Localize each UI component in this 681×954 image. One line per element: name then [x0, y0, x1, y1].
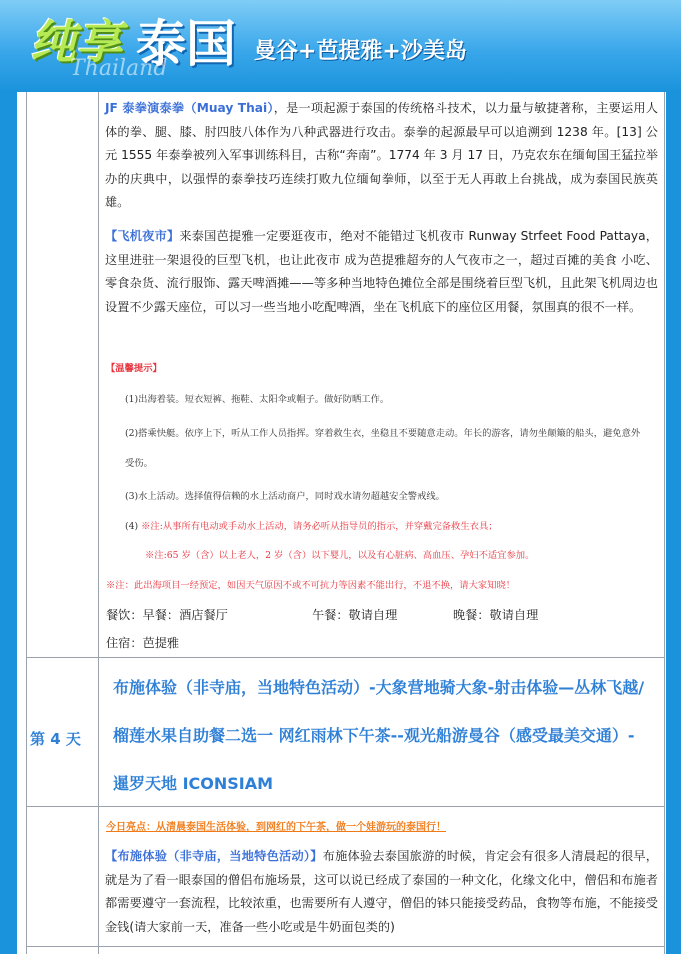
- muay-thai-text: ，是一项起源于泰国的传统格斗技术，以力量与敏捷著称，主要运用人体的拳、腿、膝、肘四肢八体作为八种武器进行攻击。泰拳的起源最早可以追溯到 1238 年。[13] 公元 1555 年泰拳被列入军事训练科目，古称“奔南”。1774 年 3 月 17 日，乃克农东在缅甸国王猛拉举办的庆典中，以强悍的泰拳技巧连续打败九位缅甸拳师，以至于无人再敢上台挑战，成为泰国民族英雄。: [105, 101, 658, 209]
- day-title-line-3: 暹罗天地 ICONSIAM: [113, 774, 274, 793]
- tip-4-prefix: (4): [125, 521, 142, 532]
- tip-5: ※注:65 岁（含）以上老人，2 岁（含）以下婴儿，以及有心脏病、高血压、孕妇不适宜参加。: [145, 550, 535, 561]
- day-title-line-2: 榴莲水果自助餐二选一 网红雨林下午茶--观光船游曼谷（感受最美交通）-: [113, 726, 635, 745]
- table-border-left: [26, 92, 27, 954]
- meal-lunch: 午餐：敬请自理: [312, 608, 398, 622]
- tip-3: (3)水上活动。选择值得信赖的水上活动商户，同时戏水请勿超越安全警戒线。: [125, 491, 445, 502]
- meal-dinner: 晚餐：敬请自理: [453, 608, 539, 622]
- tip-4: [125, 518, 498, 532]
- table-border-right: [664, 92, 665, 954]
- muay-thai-title: JF 泰拳演泰拳（Muay Thai）: [105, 101, 274, 115]
- table-column-divider: [98, 92, 99, 954]
- day-label: 第 4 天: [30, 730, 81, 748]
- logo-script: Thailand: [70, 56, 168, 81]
- logo-text-a: 纯享: [30, 15, 122, 69]
- tips-heading: 【温馨提示】: [106, 363, 162, 374]
- table-border-bottom: [26, 946, 665, 947]
- alms-text: 布施体验去泰国旅游的时候，肯定会有很多人清晨起的很早，就是为了看一眼泰国的僧侣布施场景，这可以说已经成了泰国的一种文化，化缘文化中，僧侣和布施者都需要遵守一套流程，比较浓重，也需要所有人遵守，僧侣的钵只能接受药品，食物等布施，不能接受金钱(请大家前一天，准备一些小吃或是牛奶面包类的): [105, 849, 658, 934]
- row-divider: [26, 806, 665, 807]
- route-title: 曼谷+芭提雅+沙美岛: [254, 39, 467, 64]
- tip-6: ※注：此出海项目一经预定，如因天气原因不或不可抗力等因素不能出行，不退不换，请大家知晓！: [106, 580, 516, 591]
- lodging: 住宿：芭提雅: [106, 636, 180, 650]
- night-market-paragraph: [105, 225, 658, 319]
- alms-paragraph: [105, 845, 658, 939]
- tip-2: (2)搭乘快艇。依序上下，听从工作人员指挥。穿着救生衣，坐稳且不要随意走动。年长的游客，请勿坐颠簸的船头，避免意外: [125, 428, 641, 439]
- logo-text-b: 泰国: [136, 15, 236, 73]
- tip-4-text: ※注:从事所有电动或手动水上活动，请务必听从指导员的指示，并穿戴完备救生衣具；: [141, 521, 498, 532]
- tip-2-continued: 受伤。: [125, 458, 153, 469]
- tip-1: (1)出海着装。短衣短裤、拖鞋、太阳伞或帽子。做好防晒工作。: [125, 394, 390, 405]
- night-market-text: 来泰国芭提雅一定要逛夜市，绝对不能错过飞机夜市 Runway Strfeet Food Pattaya，这里进驻一架退役的巨型飞机，也让此夜市 成为芭提雅超夯的人气夜市之一，超过百摊的美食 小吃、零食杂货、流行服饰、露天啤酒摊——等多种当地特色摊位全部是围绕着巨型飞机，且此架飞机周边也设置不少露天座位，可以习一些当地小吃配啤酒，坐在飞机底下的座位区用餐，氛围真的很不一样。: [105, 229, 658, 314]
- row-divider: [26, 657, 665, 658]
- alms-title: 【布施体验（非寺庙，当地特色活动）】: [105, 849, 323, 863]
- night-market-title: 【飞机夜市】: [105, 229, 180, 243]
- day-title-line-1: 布施体验（非寺庙，当地特色活动）-大象营地骑大象-射击体验—丛林飞越/: [113, 678, 645, 697]
- muay-thai-paragraph: [105, 97, 658, 215]
- meal-breakfast: 餐饮：早餐：酒店餐厅: [106, 608, 228, 622]
- header-banner: [0, 0, 681, 92]
- day-highlight: 今日亮点：从清晨泰国生活体验，到网红的下午茶，做一个娃游玩的泰国行！: [106, 822, 446, 833]
